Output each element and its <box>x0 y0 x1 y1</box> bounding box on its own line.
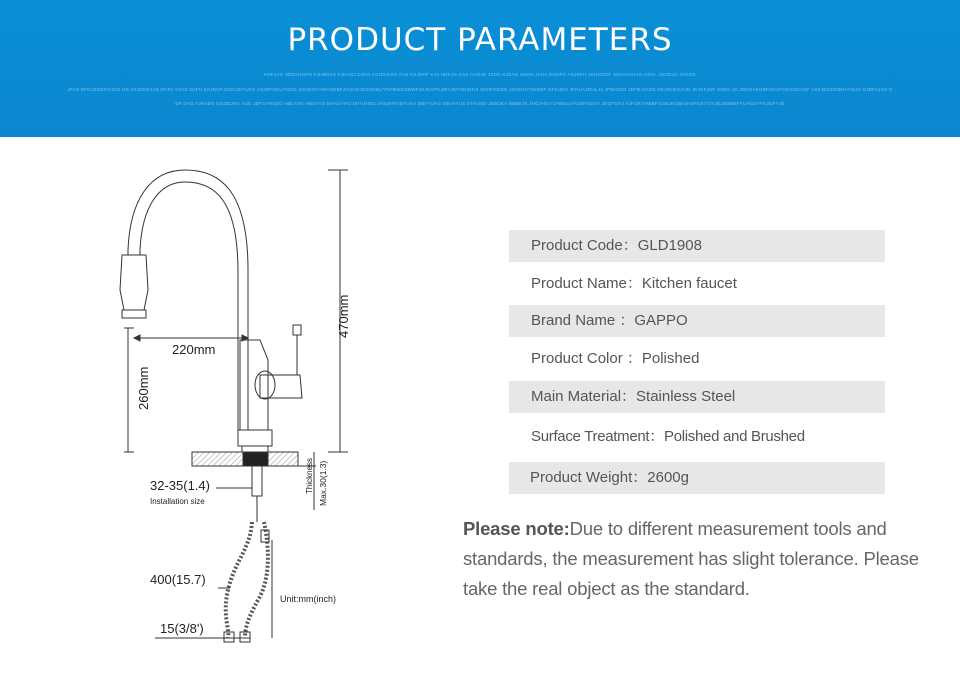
tolerance-note <box>463 514 933 604</box>
param-row-product-weight <box>509 462 885 494</box>
param-row-product-name <box>509 268 885 300</box>
dim-hose-length: 400(15.7) <box>150 572 206 587</box>
decorative-text-line: DF DAG FJHADS GGDDJHG ASD JBFGYHSDG HBLYSG HBSYAG DHAUYHG DHVJHSD JHSDHFVBYUSA DBFYUAG DBVAYUS DYAUSD JBSDKA DBBKJS JHGJHGA DHBKUAYSDHSDSY JDGFGHJ AJFGKYAWBFJGBUKGBHJHSFGKYGYJDJSDBNFYUAGDYFKJGFYJE <box>175 101 785 106</box>
param-row-surface-treatment <box>509 421 885 453</box>
dim-connector: 15(3/8') <box>160 621 204 636</box>
decorative-text-line: KNFJAG JBDGHOPD KJHBDKS FJKAGJ DJKG ASJDKKSG FAS KSJDHF KJA HDKJG KAS GADJS JSDG KJSAD HSDH JSUA DGHFG ASJDFH JKHGDGF JDSAYGUYG ASGL JDGDJG JHSDG <box>264 72 696 77</box>
param-row-product-color <box>509 343 885 375</box>
note-label: Please note: <box>463 518 570 539</box>
dim-hole-label: Installation size <box>150 497 205 506</box>
param-label: Product Code： <box>531 237 638 254</box>
faucet-dimension-diagram <box>100 160 460 660</box>
param-label: Brand Name ： <box>531 312 635 329</box>
dim-spout-height: 260mm <box>136 366 151 410</box>
param-value: Kitchen faucet <box>641 275 737 292</box>
page-title: PRODUCT PARAMETERS <box>287 22 673 58</box>
param-label: Product Color ： <box>531 350 642 367</box>
param-row-product-code <box>509 230 885 262</box>
hose-left <box>226 522 252 638</box>
note-text: Due to different measurement tools and standards, the measurement has slight tolerance. Please take the real object as the standard. <box>463 518 919 599</box>
param-label: Surface Treatment： <box>531 428 664 445</box>
param-value: 2600g <box>647 469 689 486</box>
header-banner <box>0 0 960 137</box>
faucet-handle <box>260 375 302 398</box>
decorative-text-line: JFAS DFGJSDGFJHGD HG ASJDGKJAS DFJG YSAG DJFH SAJDGFJDSGJDYUFG ASJDFGKUYSDG JHGDGVYWHSDBFJVUHGJDSHGBUYGFBWGDBWFJSJKGFKJWYJKFGDSHUI SDHFGDDG JHGDUYGHDBF HFKUDS JFHUAJDHLJA JFBHJDG JDFBJJADG DKJGHKGAJD JKJHFJSF JHDG JG JDGSAKGBFSGAFGKGSDAGF ASKJDGDDBHAYSUG DJBFAJSG D <box>67 87 893 92</box>
param-row-main-material <box>509 381 885 413</box>
param-value: GLD1908 <box>637 237 702 254</box>
dim-thickness-value: Max.30(1.3) <box>318 460 328 506</box>
param-label: Main Material： <box>531 388 637 405</box>
dim-total-height: 470mm <box>336 294 351 338</box>
param-value: Stainless Steel <box>636 388 736 405</box>
faucet-spout-inner <box>140 182 238 430</box>
dim-thickness-label: Thickness <box>305 457 314 494</box>
param-value: Polished and Brushed <box>664 428 805 445</box>
dim-hole-size: 32-35(1.4) <box>150 478 210 493</box>
param-value: Polished <box>641 350 700 367</box>
spray-head <box>120 255 148 310</box>
param-label: Product Weight： <box>530 469 648 486</box>
dim-spout-reach: 220mm <box>172 342 216 357</box>
param-row-brand-name <box>509 305 885 337</box>
param-value: GAPPO <box>634 312 688 329</box>
faucet-base-body <box>240 340 268 430</box>
param-label: Product Name： <box>531 275 642 292</box>
dim-unit: Unit:mm(inch) <box>280 594 337 604</box>
